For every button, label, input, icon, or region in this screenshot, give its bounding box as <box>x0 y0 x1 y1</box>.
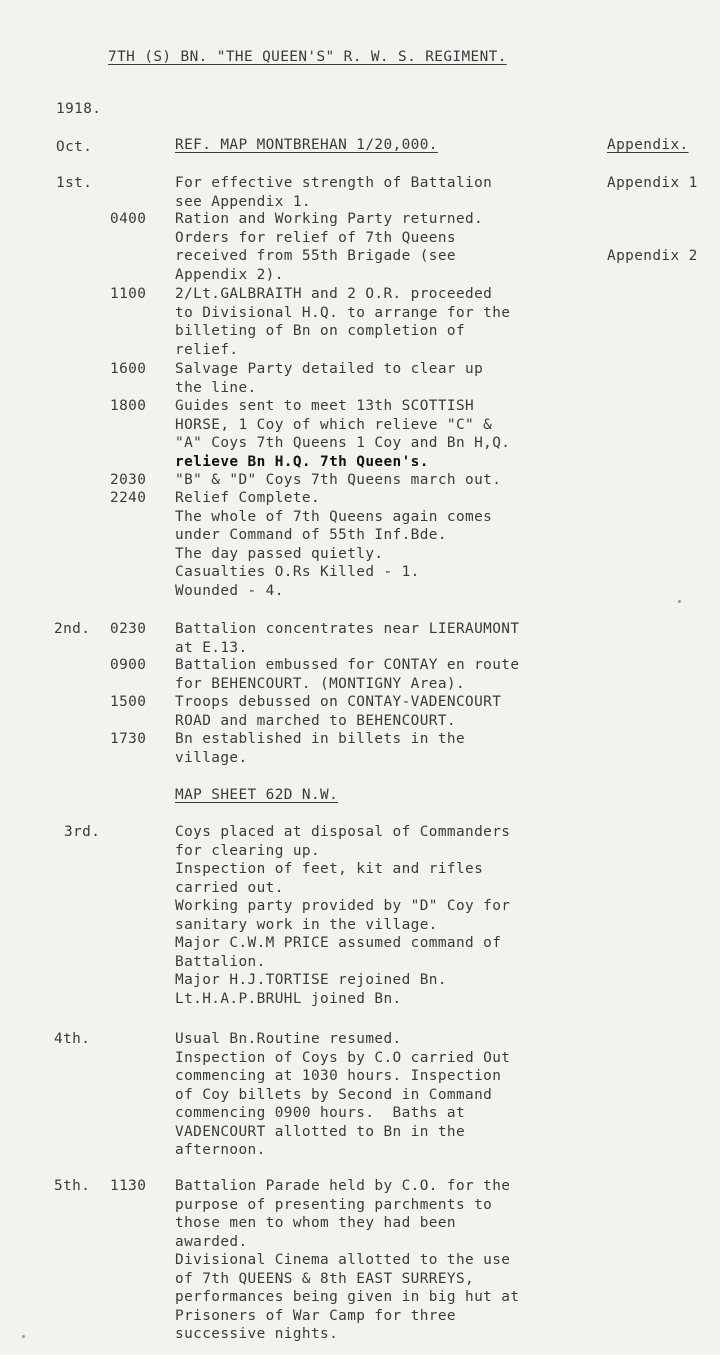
entry-line: The whole of 7th Queens again comes <box>175 508 493 525</box>
entry-line: purpose of presenting parchments to <box>175 1196 493 1213</box>
entry-text <box>175 1177 519 1344</box>
entry-line: Major H.J.TORTISE rejoined Bn. <box>175 972 447 988</box>
entry-line: "A" Coys 7th Queens 1 Coy and Bn H,Q. <box>175 435 511 451</box>
entry-line: performances being given in big hut at <box>175 1289 520 1305</box>
entry-line: ROAD and marched to BEHENCOURT. <box>175 712 456 729</box>
entry-line: Battalion embussed for CONTAY en route <box>175 657 520 673</box>
entry-time: 0230 <box>110 621 147 637</box>
entry-line: Orders for relief of 7th Queens <box>175 229 456 246</box>
entry-date: 2nd. <box>54 621 91 637</box>
entry-line: awarded. <box>175 1233 248 1250</box>
entry-time: 1100 <box>110 286 147 302</box>
entry-line: Lt.H.A.P.BRUHL joined Bn. <box>175 990 402 1007</box>
entry-line: of 7th QUEENS & 8th EAST SURREYS, <box>175 1270 475 1287</box>
entry-line: the line. <box>175 379 257 396</box>
entry-line: Divisional Cinema allotted to the use <box>175 1252 511 1268</box>
entry-time: 1500 <box>110 694 147 710</box>
entry-text <box>175 471 501 490</box>
entry-text <box>175 174 492 211</box>
entry-line: those men to whom they had been <box>175 1215 456 1231</box>
entry-line: Coys placed at disposal of Commanders <box>175 824 511 840</box>
entry-line: billeting of Bn on completion of <box>175 323 466 339</box>
entry-line: commencing at 1030 hours. Inspection <box>175 1068 502 1084</box>
page-title: 7TH (S) BN. "THE QUEEN'S" R. W. S. REGIMENT. <box>108 49 507 65</box>
entry-time: 1730 <box>110 731 147 747</box>
entry-line: for clearing up. <box>175 842 321 859</box>
entry-line: Relief Complete. <box>175 490 321 506</box>
entry-text <box>175 730 465 767</box>
entry-line: Inspection of feet, kit and rifles <box>175 861 484 877</box>
entry-line: Battalion. <box>175 953 266 970</box>
entry-line: see Appendix 1. <box>175 193 311 210</box>
paper-speck <box>678 600 681 603</box>
entry-line: HORSE, 1 Coy of which relieve "C" & <box>175 416 493 433</box>
entry-line: Wounded - 4. <box>175 582 284 599</box>
entry-line: Ration and Working Party returned. <box>175 211 484 227</box>
entry-text <box>175 489 492 600</box>
entry-line: Guides sent to meet 13th SCOTTISH <box>175 398 475 414</box>
entry-line: sanitary work in the village. <box>175 916 438 933</box>
entry-date: 1st. <box>56 175 93 191</box>
entry-line: Appendix 2). <box>175 266 284 283</box>
entry-text <box>175 397 510 471</box>
entry-time: 0900 <box>110 657 147 673</box>
year: 1918. <box>56 101 102 117</box>
paper-speck <box>22 1335 25 1338</box>
entry-line: received from 55th Brigade (see <box>175 248 456 264</box>
map-sheet-heading: MAP SHEET 62D N.W. <box>175 787 339 803</box>
appendix-2-ref: Appendix 2 <box>607 248 698 264</box>
entry-time: 2030 <box>110 472 147 488</box>
entry-line: of Coy billets by Second in Command <box>175 1086 493 1103</box>
entry-text <box>175 360 483 397</box>
entry-text <box>175 285 510 359</box>
entry-line: village. <box>175 749 248 766</box>
entry-line: commencing 0900 hours. Baths at <box>175 1105 466 1121</box>
entry-time: 1130 <box>110 1178 147 1194</box>
entry-line: under Command of 55th Inf.Bde. <box>175 527 447 543</box>
appendix-1-ref: Appendix 1 <box>607 175 698 191</box>
entry-line: Prisoners of War Camp for three <box>175 1307 456 1324</box>
entry-text <box>175 823 510 1008</box>
entry-line: at E.13. <box>175 639 248 656</box>
entry-line: Casualties O.Rs Killed - 1. <box>175 564 420 580</box>
entry-line: to Divisional H.Q. to arrange for the <box>175 304 511 321</box>
entry-date: 4th. <box>54 1031 91 1047</box>
entry-text <box>175 1030 510 1160</box>
entry-line: Battalion concentrates near LIERAUMONT <box>175 621 520 637</box>
entry-line: relief. <box>175 341 239 358</box>
entry-line: afternoon. <box>175 1142 266 1158</box>
entry-line: Salvage Party detailed to clear up <box>175 361 484 377</box>
entry-date: 5th. <box>54 1178 91 1194</box>
appendix-header: Appendix. <box>607 137 689 153</box>
entry-time: 1600 <box>110 361 147 377</box>
entry-line: successive nights. <box>175 1326 339 1342</box>
entry-line: Bn established in billets in the <box>175 731 466 747</box>
entry-time: 2240 <box>110 490 147 506</box>
entry-line: Usual Bn.Routine resumed. <box>175 1031 402 1047</box>
entry-line: Troops debussed on CONTAY-VADENCOURT <box>175 694 502 710</box>
entry-line-inserted: relieve Bn H.Q. 7th Queen's. <box>175 453 429 470</box>
map-reference: REF. MAP MONTBREHAN 1/20,000. <box>175 137 438 153</box>
entry-text <box>175 620 519 657</box>
entry-date: 3rd. <box>64 824 101 840</box>
entry-text <box>175 210 483 284</box>
entry-line: 2/Lt.GALBRAITH and 2 O.R. proceeded <box>175 286 493 302</box>
entry-line: "B" & "D" Coys 7th Queens march out. <box>175 472 502 488</box>
entry-line: Major C.W.M PRICE assumed command of <box>175 935 502 951</box>
entry-line: for BEHENCOURT. (MONTIGNY Area). <box>175 675 466 692</box>
entry-text <box>175 656 519 693</box>
entry-time: 1800 <box>110 398 147 414</box>
entry-line: VADENCOURT allotted to Bn in the <box>175 1123 466 1140</box>
entry-line: Battalion Parade held by C.O. for the <box>175 1178 511 1194</box>
entry-time: 0400 <box>110 211 147 227</box>
entry-line: Inspection of Coys by C.O carried Out <box>175 1049 511 1066</box>
entry-line: The day passed quietly. <box>175 545 384 562</box>
entry-text <box>175 693 501 730</box>
entry-line: carried out. <box>175 879 284 896</box>
entry-line: For effective strength of Battalion <box>175 175 493 191</box>
entry-line: Working party provided by "D" Coy for <box>175 898 511 914</box>
month: Oct. <box>56 139 93 155</box>
